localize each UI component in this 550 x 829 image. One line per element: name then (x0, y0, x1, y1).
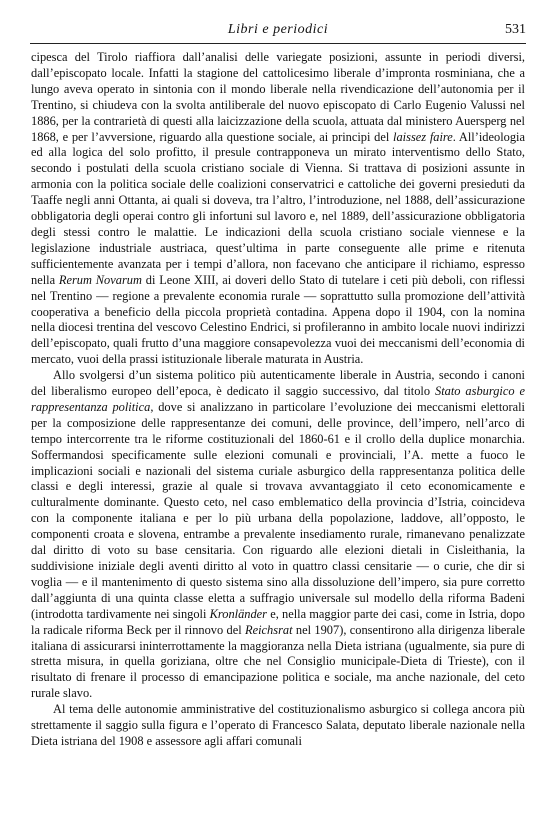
text-run: , dove si analizzano in particolare l’evoluzione dei meccanismi elettorali per la composizione delle rappresentanze dei comuni, delle province, dell’impero, nell’arco di tempo intercorrente tra le riforme costituzionali del 1860-61 e il crollo della duplice monarchia. Soffermandosi specificamente sulle elezioni comunali e provinciali, l’A. mette a fuoco le implicazioni sociali e nazionali del sistema curiale asburgico della rappresentanza politica delle classi e degli interessi, grazie al quale si trovava avvantaggiato il ceto economicamente e culturalmente dominante. Questo ceto, nel caso emblematico della provincia d’Istria, coincideva con la componente italiana e per lo più urbana della popolazione, laddove, all’opposto, le componenti croata e slovena, entrambe a prevalente insediamento rurale, rimanevano penalizzate dal diritto di voto su base censitaria. Con riguardo alle elezioni dietali in Cisleithania, la suddivisione iniziale degli aventi diritto al voto in quattro classi censitarie — o curie, che dir si voglia — e il mantenimento di questo sistema sino alla dissoluzione dell’impero, sia pure corretto dall’aggiunta di una quinta classe eletta a suffragio universale sul modello della riforma Badeni (introdotta tardivamente nei singoli (31, 399, 525, 621)
text-run: Al tema delle autonomie amministrative del costituzionalismo asburgico si collega ancora più strettamente il saggio sulla figura e l’operato di Francesco Salata, deputato liberale nazionale nella Dieta istriana del 1908 e assessore agli affari comunali (31, 702, 525, 748)
text-run: Allo svolgersi d’un sistema politico più autenticamente liberale in Austria, secondo i canoni del liberalismo europeo dell’epoca, è dedicato il saggio successivo, dal titolo (31, 368, 525, 399)
italic-text: Rerum Novarum (58, 272, 142, 287)
body-text (31, 50, 525, 750)
text-run: cipesca del Tirolo riaffiora dall’analisi delle variegate posizioni, assunte in periodi diversi, dall’episcopato locale. Infatti la stagione del cattolicesimo liberale d’impronta rosminiana, che a lungo aveva operato in sintonia con il mondo liberale nella rivendicazione dell’autonomia per il Trentino, si chiudeva con la svolta antiliberale del nuovo episcopato di Carlo Eugenio Valussi nel 1886, per la contrarietà di questi alla laicizzazione della scuola, attuata dal ministero Auersperg nel 1868, e per l’avversione, riguardo alla questione sociale, ai principi del (31, 50, 525, 144)
page-number: 531 (505, 22, 526, 37)
paragraph (31, 702, 525, 750)
italic-text: Reichsrat (245, 622, 293, 637)
italic-text: Stato asburgico e rappresentanza politica (31, 384, 525, 414)
text-run: e, nella maggior parte dei casi, come in Istria, dopo la radicale riforma Beck per il rinnovo del (31, 606, 526, 637)
paragraph (31, 50, 525, 368)
text-run: di Leone XIII, ai doveri dello Stato di tutelare i ceti più deboli, con riflessi nel Trentino — regione a prevalente economia rurale — soprattutto sulla promozione dell’attività cooperativa a beneficio della piccola proprietà contadina. Appena dopo il 1904, con la nomina nella diocesi trentina del vescovo Celestino Endrici, si profileranno in ambito locale nuovi indirizzi dell’episcopato, quali frutto d’una maggiore consapevolezza vuoi dei meccanismi dell’economia di mercato, vuoi della prassi istituzionale liberale maturata in Austria. (31, 272, 525, 367)
text-run: nel 1907), consentirono alla dirigenza liberale italiana di assicurarsi ininterrottamente la maggioranza nella Dieta istriana (ugualmente, sia pure di stretta misura, in quella goriziana, oltre che nel Consiglio municipale-Dieta di Trieste), con il risultato di frenare il processo di emancipazione politica e sociale, ma anche nazionale, del ceto rurale slavo. (31, 622, 525, 701)
italic-text: Kronländer (209, 606, 268, 621)
paragraph (31, 368, 525, 702)
italic-text: laissez faire (393, 129, 453, 144)
running-head (30, 22, 526, 42)
running-title: Libri e periodici (227, 22, 329, 37)
text-run: . All’ideologia ed alla logica del solo profitto, il presule contrapponeva un mirato interventismo dello Stato, secondo i postulati della scuola cristiano sociale di Vienna. Si trattava di posizioni assunte in armonia con la politica sociale delle coalizioni conservatrici e cattoliche dei governi presieduti da Taaffe negli anni Ottanta, ai quali si doveva, tra l’altro, l’introduzione, nel 1888, dell’assicurazione obbligatoria degli operai contro gli infortuni sul lavoro e, nel 1889, dell’assicurazione obbligatoria degli stessi contro le malattie. Le indicazioni della scuola cristiano sociale viennese e la legislazione industriale austriaca, quest’ultima in parte conseguente alle prime e ritenuta sufficientemente avanzata per i tempi d’allora, non facevano che anticipare il richiamo, espresso nella (31, 129, 525, 287)
header-rule (30, 43, 526, 44)
